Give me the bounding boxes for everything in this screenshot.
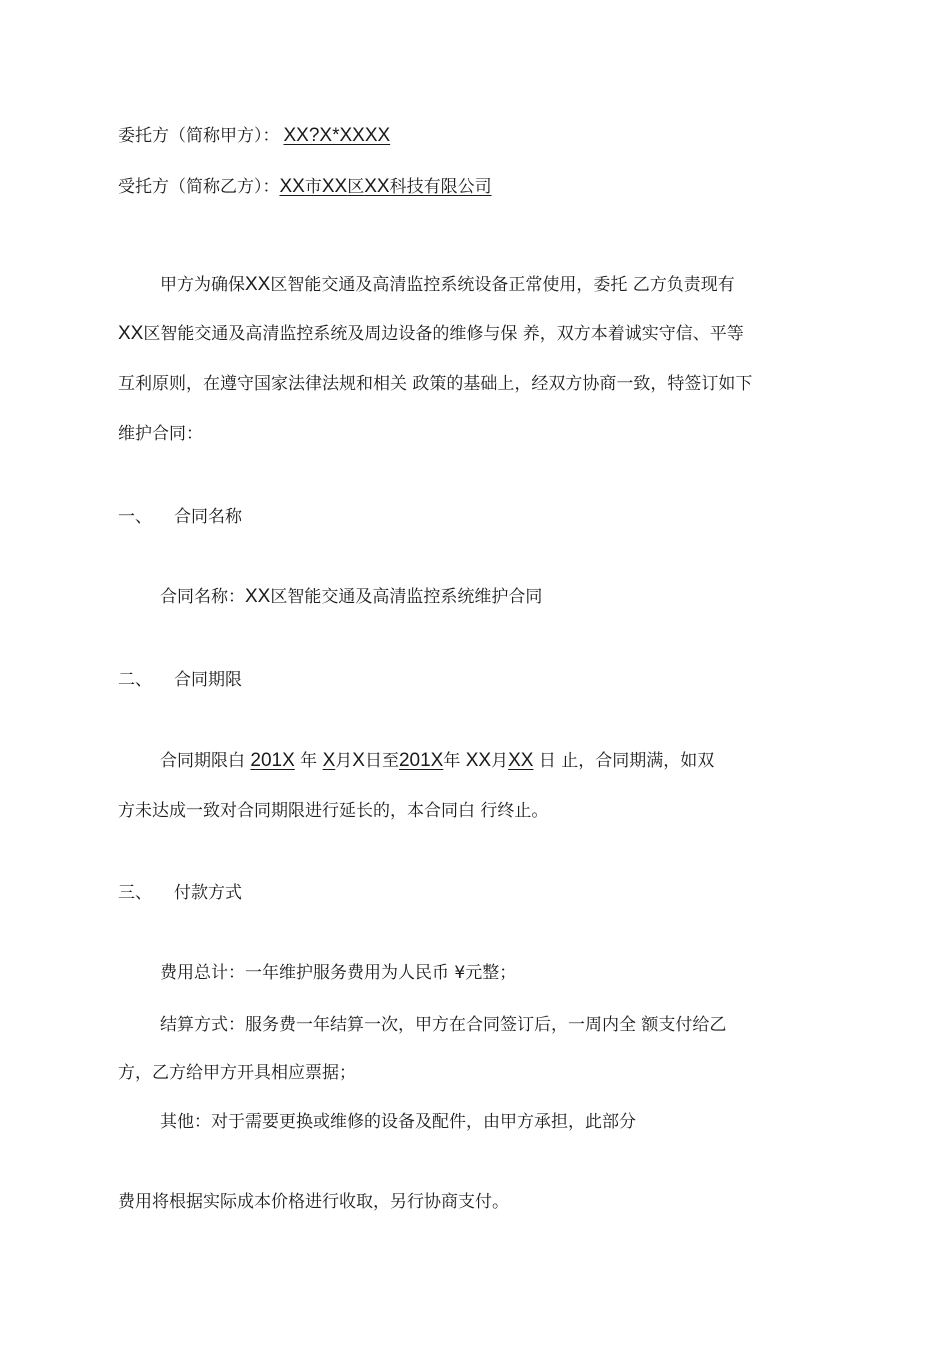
contractor-company-suffix: 科技有限公司 (389, 177, 492, 197)
contractor-district: XX (321, 176, 348, 197)
other-line-1: 其他：对于需要更换或维修的设备及配件，由甲方承担，此部分 (160, 1112, 636, 1132)
contractor-company-prefix: XX (364, 176, 390, 197)
other-line-2: 费用将根据实际成本价格进行收取，另行协商支付。 (118, 1192, 509, 1212)
term-text: 日 止，合同期满，如双 (533, 751, 715, 771)
section-1-body (160, 585, 542, 609)
section-1-heading (118, 505, 242, 529)
intro-text: 甲方为确保 (160, 275, 245, 295)
intro-xx: XX (118, 323, 144, 344)
section-3-title: 付款方式 (174, 883, 242, 903)
section-2-title: 合同期限 (174, 670, 242, 690)
end-month: XX (465, 750, 492, 771)
end-year: 201X (398, 750, 444, 771)
contract-name-xx: XX (245, 586, 271, 607)
client-name: XX?X*XXXX (283, 125, 391, 146)
contractor-name (280, 177, 492, 197)
contractor-line (118, 175, 492, 199)
intro-xx: XX (245, 274, 271, 295)
client-label: 委托方（简称甲方）： (118, 126, 280, 146)
section-1-number: 一、 (118, 507, 152, 527)
section-3-heading (118, 881, 242, 905)
section-1-title: 合同名称 (174, 507, 242, 527)
contract-name-value: 区智能交通及高清监控系统维护合同 (270, 587, 543, 607)
section-2-number: 二、 (118, 670, 152, 690)
intro-text: 区智能交通及高清监控系统设备正常使用，委托 乙方负责现有 (270, 275, 735, 295)
term-text: 月 (491, 751, 509, 771)
intro-line-1 (160, 273, 735, 297)
section-2-line-1 (160, 749, 714, 773)
start-day: X (352, 750, 365, 771)
client-line (118, 124, 390, 148)
fee-total: 费用总计：一年维护服务费用为人民币 ¥元整； (160, 963, 517, 983)
intro-line-4: 维护合同： (118, 424, 203, 444)
term-text: 日至 (364, 751, 399, 771)
intro-text: 区智能交通及高清监控系统及周边设备的维修与保 养，双方本着诚实守信、平等 (143, 324, 744, 344)
settlement-line-1: 结算方式：服务费一年结算一次，甲方在合同签订后，一周内全 额支付给乙 (160, 1015, 727, 1035)
contractor-city: XX (279, 176, 305, 197)
section-2-heading (118, 668, 242, 692)
end-day: XX (508, 750, 534, 771)
intro-line-3: 互利原则，在遵守国家法律法规和相关 政策的基础上，经双方协商一致，特签订如下 (118, 374, 753, 394)
section-2-line-2: 方未达成一致对合同期限进行延长的，本合同白 行终止。 (118, 801, 549, 821)
section-3-number: 三、 (118, 883, 152, 903)
term-text: 合同期限白 (160, 751, 251, 771)
term-text: 月 (335, 751, 353, 771)
term-text: 年 (443, 751, 466, 771)
contractor-district-suffix: 区 (347, 177, 365, 197)
intro-line-2 (118, 322, 744, 346)
start-month: X (322, 750, 336, 771)
term-text: 年 (294, 751, 323, 771)
contractor-label: 受托方（简称乙方）： (118, 177, 280, 197)
contract-name-label: 合同名称： (160, 587, 245, 607)
start-year: 201X (250, 750, 295, 771)
settlement-line-2: 方，乙方给甲方开具相应票据； (118, 1063, 356, 1083)
contractor-city-suffix: 市 (304, 177, 322, 197)
